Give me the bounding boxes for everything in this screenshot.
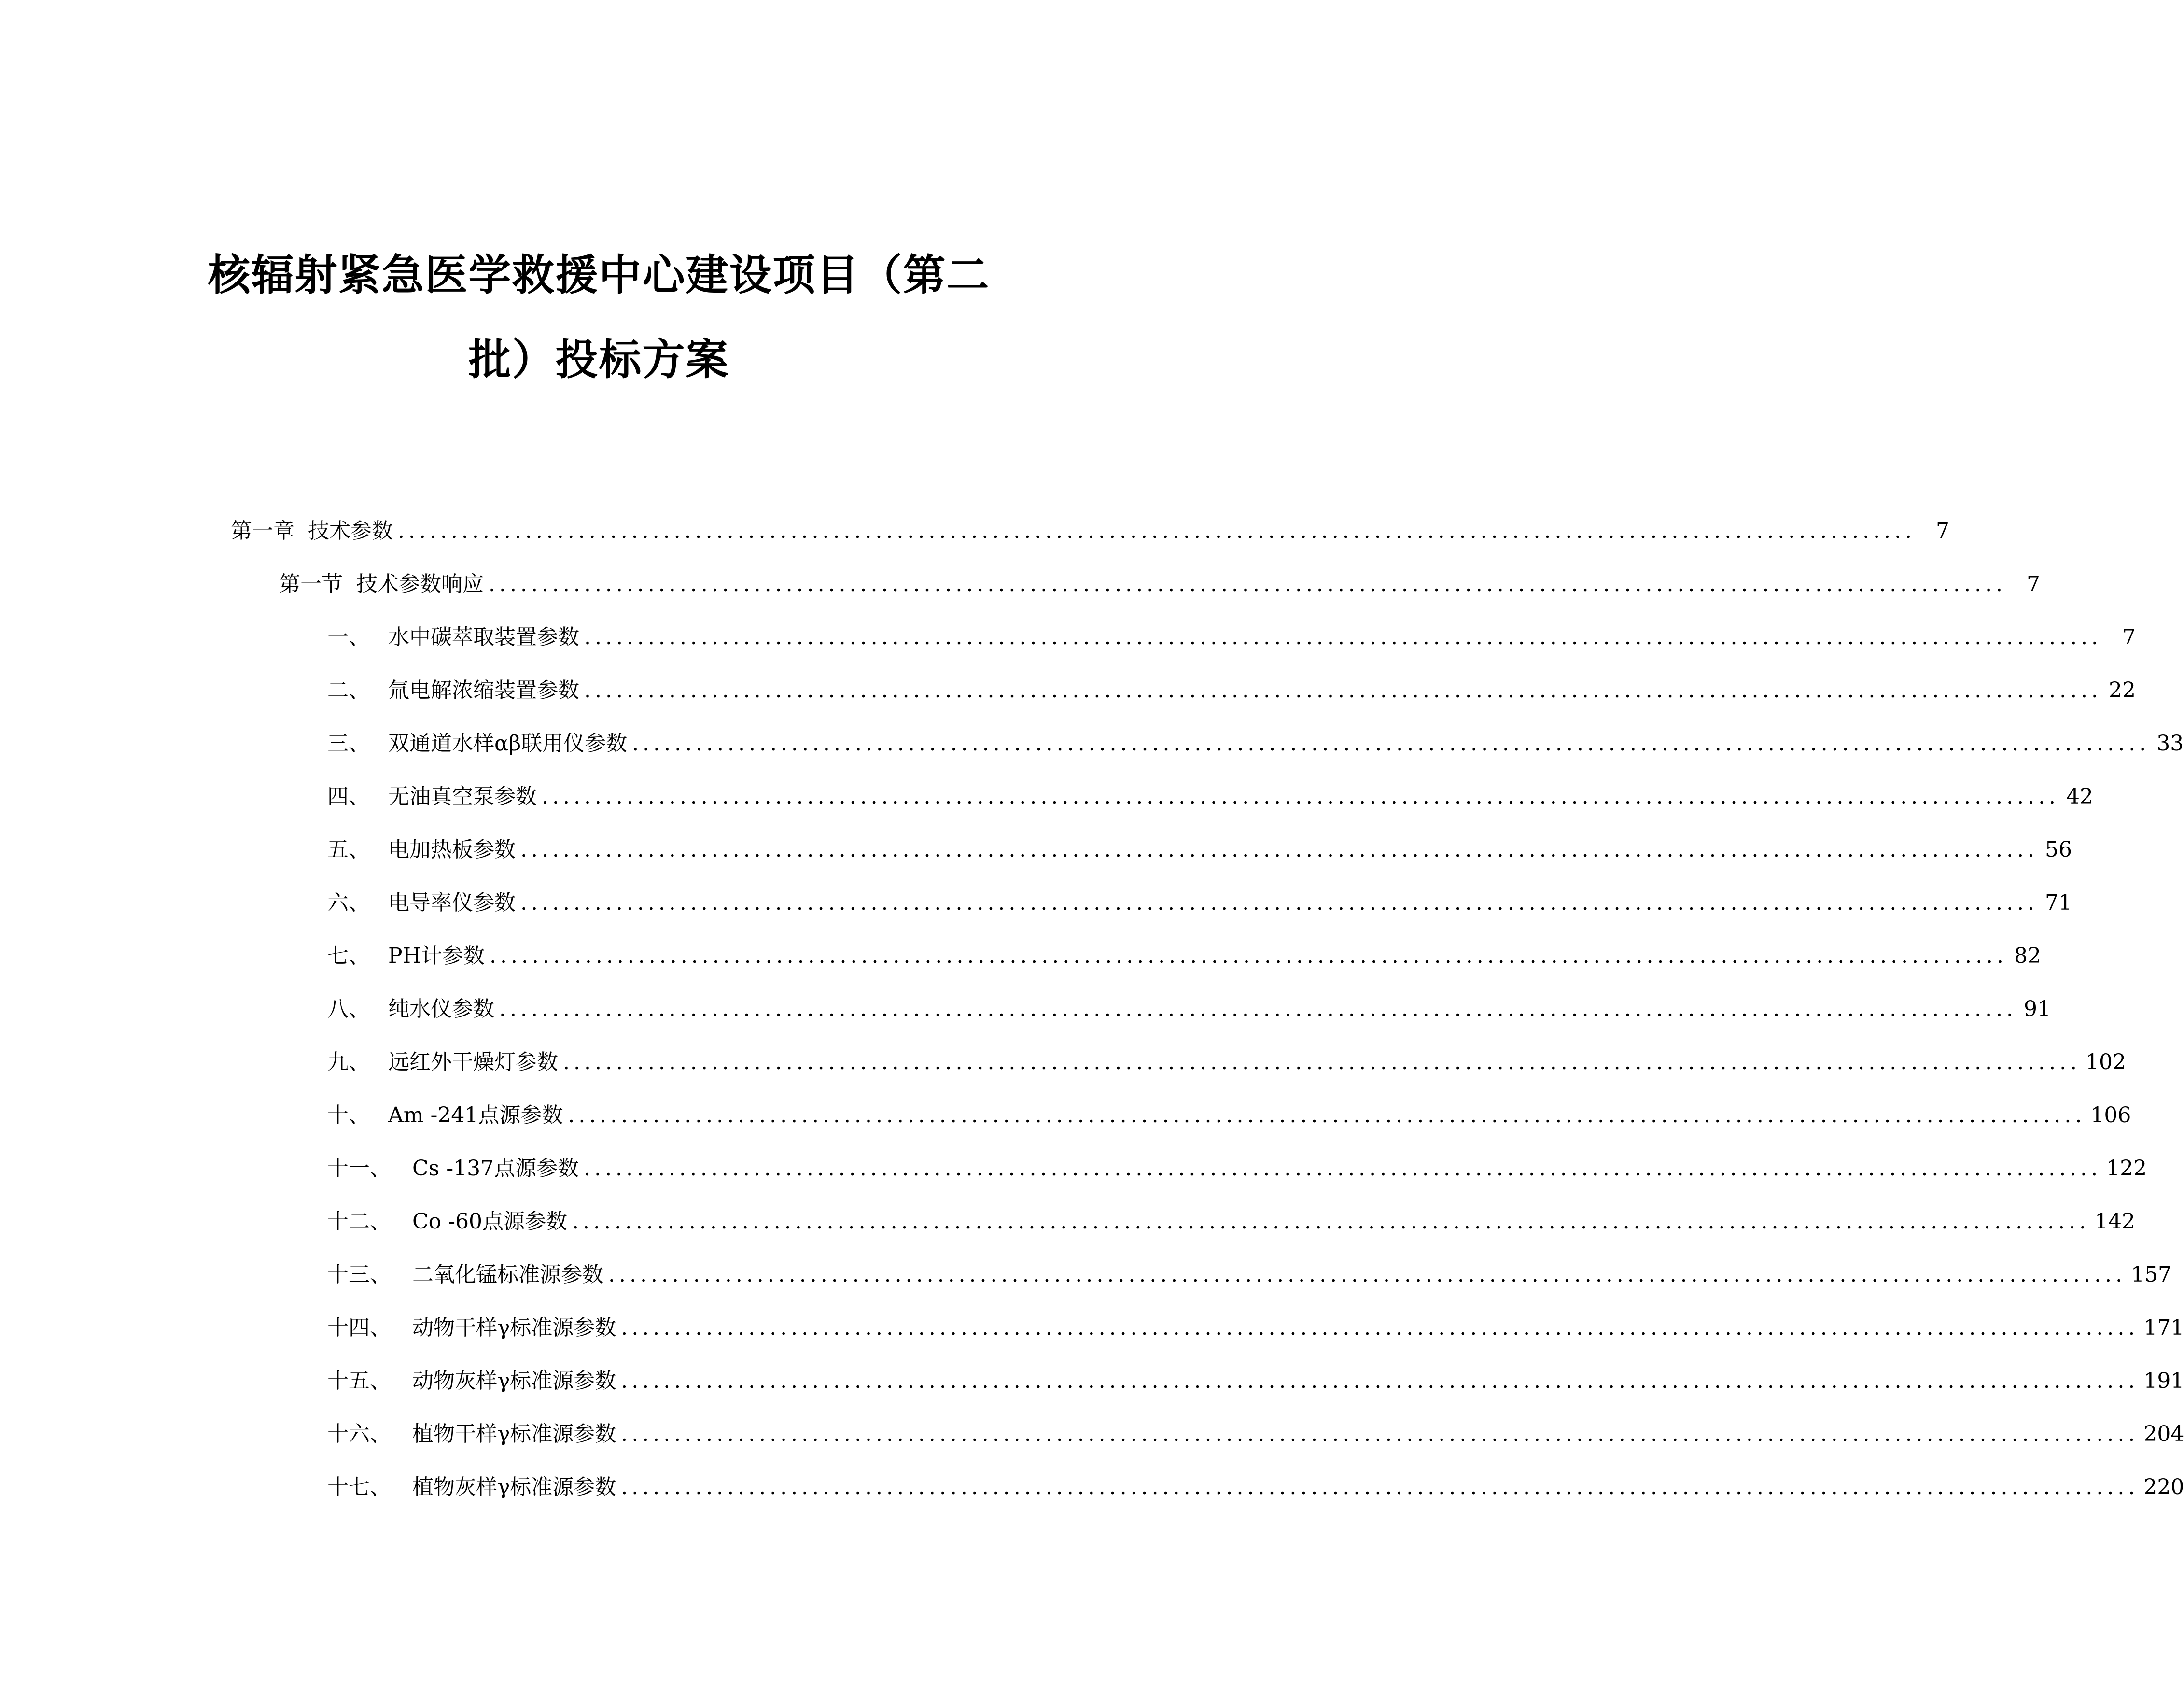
toc-entry-label: 技术参数 [308, 519, 393, 543]
toc-dot-leader: ............................................................................................................................................... [621, 1369, 2139, 1393]
toc-entry-label: 动物干样γ标准源参数 [412, 1315, 616, 1340]
toc-dot-leader: ............................................................................................................................................... [621, 1315, 2139, 1340]
toc-entry-label: 氚电解浓缩装置参数 [388, 678, 579, 703]
toc-entry-label: 植物灰样γ标准源参数 [412, 1475, 616, 1499]
toc-entry-page: 7 [2027, 572, 2041, 596]
toc-entry-number: 十七、 [327, 1475, 391, 1499]
toc-entry-label: 双通道水样αβ联用仪参数 [388, 731, 628, 756]
document-title-line-1: 核辐射紧急医学救援中心建设项目（第二 [208, 250, 990, 300]
toc-entry-label: 动物灰样γ标准源参数 [412, 1369, 616, 1393]
toc-entry-item-9[interactable] [327, 1043, 2127, 1077]
toc-entry-item-2[interactable] [327, 671, 2136, 705]
toc-entry-page: 91 [2024, 997, 2051, 1021]
toc-entry-number: 一、 [327, 625, 370, 649]
toc-entry-label: 电加热板参数 [388, 837, 516, 862]
toc-entry-label: 纯水仪参数 [388, 997, 494, 1021]
toc-entry-item-13[interactable] [327, 1256, 2172, 1289]
toc-entry-number: 二、 [327, 678, 370, 703]
toc-entry-label: Am -241点源参数 [388, 1103, 563, 1128]
toc-entry-number: 十二、 [327, 1209, 391, 1234]
toc-dot-leader: ............................................................................................................................................... [584, 625, 2102, 649]
toc-entry-chapter-1[interactable] [231, 512, 1950, 546]
toc-dot-leader: ............................................................................................................................................... [489, 944, 2008, 968]
toc-entry-page: 191 [2143, 1369, 2184, 1393]
toc-entry-item-8[interactable] [327, 990, 2051, 1024]
toc-entry-label: Cs -137点源参数 [412, 1156, 579, 1181]
toc-entry-number: 第一节 [279, 572, 343, 596]
toc-dot-leader: ............................................................................................................................................... [499, 997, 2017, 1021]
toc-entry-label: 技术参数响应 [356, 572, 484, 596]
toc-entry-page: 7 [1936, 519, 1950, 543]
toc-entry-label: 远红外干燥灯参数 [388, 1050, 558, 1074]
toc-entry-page: 122 [2106, 1156, 2147, 1181]
toc-entry-number: 十、 [327, 1103, 370, 1128]
toc-entry-item-15[interactable] [327, 1362, 2184, 1396]
toc-entry-page: 82 [2014, 944, 2042, 968]
toc-dot-leader: ............................................................................................................................................... [621, 1475, 2139, 1499]
toc-entry-item-16[interactable] [327, 1415, 2184, 1449]
toc-entry-item-6[interactable] [327, 884, 2072, 918]
toc-entry-page: 56 [2045, 837, 2072, 862]
toc-dot-leader: ............................................................................................................................................... [584, 678, 2102, 703]
toc-entry-number: 九、 [327, 1050, 370, 1074]
toc-entry-page: 220 [2143, 1475, 2184, 1499]
toc-dot-leader: ............................................................................................................................................... [542, 784, 2060, 809]
toc-entry-page: 42 [2066, 784, 2094, 809]
toc-entry-page: 157 [2131, 1262, 2172, 1287]
toc-entry-item-17[interactable] [327, 1468, 2184, 1502]
toc-entry-number: 十三、 [327, 1262, 391, 1287]
toc-entry-page: 142 [2095, 1209, 2136, 1234]
toc-entry-number: 十四、 [327, 1315, 391, 1340]
toc-dot-leader: ............................................................................................................................................... [520, 890, 2039, 915]
toc-entry-page: 71 [2045, 890, 2072, 915]
toc-entry-page: 33 [2156, 731, 2184, 756]
toc-entry-label: 电导率仪参数 [388, 890, 516, 915]
toc-entry-page: 204 [2143, 1422, 2184, 1446]
toc-entry-number: 第一章 [231, 519, 294, 543]
toc-entry-item-3[interactable] [327, 724, 2184, 758]
toc-entry-page: 102 [2086, 1050, 2127, 1074]
toc-entry-number: 十五、 [327, 1369, 391, 1393]
toc-entry-section-1[interactable] [279, 565, 2041, 599]
toc-entry-item-12[interactable] [327, 1202, 2136, 1236]
toc-dot-leader: ............................................................................................................................................... [632, 731, 2150, 756]
toc-entry-label: Co -60点源参数 [412, 1209, 567, 1234]
toc-dot-leader: ............................................................................................................................................... [520, 837, 2039, 862]
toc-entry-label: 植物干样γ标准源参数 [412, 1422, 616, 1446]
toc-entry-label: 二氧化锰标准源参数 [412, 1262, 603, 1287]
toc-entry-item-10[interactable] [327, 1096, 2131, 1130]
toc-entry-item-7[interactable] [327, 937, 2042, 971]
toc-dot-leader: ............................................................................................................................................... [572, 1209, 2090, 1234]
toc-entry-label: 无油真空泵参数 [388, 784, 537, 809]
toc-entry-number: 十六、 [327, 1422, 391, 1446]
toc-entry-item-4[interactable] [327, 777, 2094, 811]
toc-entry-number: 五、 [327, 837, 370, 862]
toc-dot-leader: ............................................................................................................................................... [489, 572, 2007, 596]
toc-dot-leader: ............................................................................................................................................... [398, 519, 1916, 543]
toc-entry-page: 171 [2143, 1315, 2184, 1340]
toc-dot-leader: ............................................................................................................................................... [608, 1262, 2127, 1287]
toc-entry-label: 水中碳萃取装置参数 [388, 625, 579, 649]
toc-entry-label: PH计参数 [388, 944, 485, 968]
toc-entry-page: 22 [2109, 678, 2136, 703]
toc-dot-leader: ............................................................................................................................................... [563, 1050, 2081, 1074]
toc-entry-item-1[interactable] [327, 618, 2136, 652]
toc-entry-number: 三、 [327, 731, 370, 756]
toc-dot-leader: ............................................................................................................................................... [568, 1103, 2086, 1128]
document-title-line-2: 批）投标方案 [468, 335, 729, 384]
toc-entry-number: 七、 [327, 944, 370, 968]
toc-entry-item-5[interactable] [327, 831, 2072, 864]
toc-entry-item-11[interactable] [327, 1149, 2147, 1183]
toc-entry-number: 六、 [327, 890, 370, 915]
toc-entry-number: 四、 [327, 784, 370, 809]
toc-entry-page: 7 [2122, 625, 2136, 649]
toc-dot-leader: ............................................................................................................................................... [621, 1422, 2139, 1446]
toc-entry-item-14[interactable] [327, 1309, 2184, 1342]
toc-entry-page: 106 [2090, 1103, 2131, 1128]
toc-dot-leader: ............................................................................................................................................... [584, 1156, 2102, 1181]
toc-entry-number: 十一、 [327, 1156, 391, 1181]
toc-entry-number: 八、 [327, 997, 370, 1021]
